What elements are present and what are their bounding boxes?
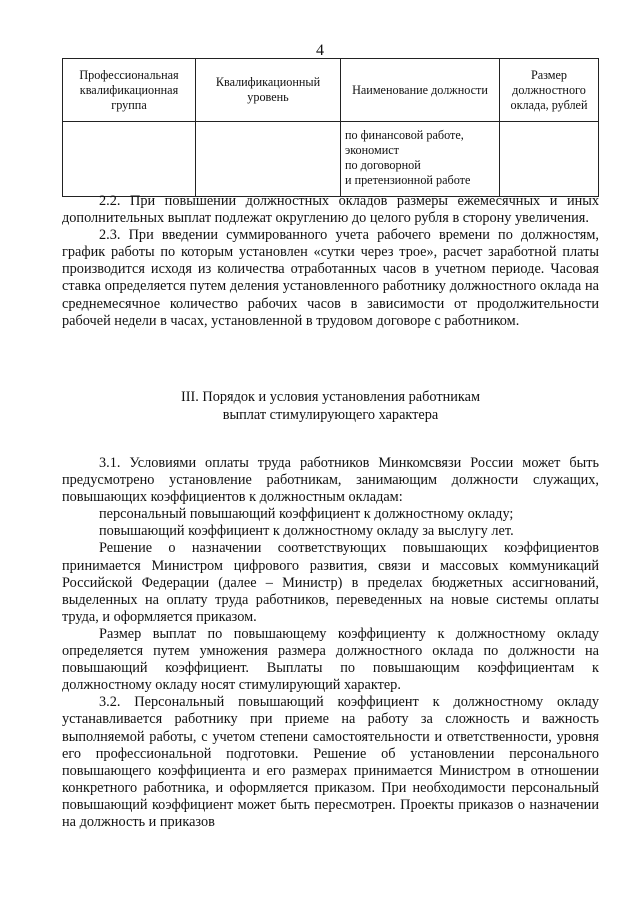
cell-position [341,122,500,197]
paragraph-3-1: 3.1. Условиями оплаты труда работников Минкомсвязи России может быть предусмотрено установление работникам, занимающим должности служащих, повышающих коэффициентов к должностным окладам: [62,455,599,506]
position-line: экономист [345,143,399,157]
position-line: и претензионной работе [345,173,471,187]
header-salary-size: Размер должностного оклада, рублей [500,59,599,122]
paragraph-2-3: 2.3. При введении суммированного учета рабочего времени по должностям, график работы по которым установлен «сутки через трое», расчет заработной платы производится исходя из количества отработанных часов в учетном периоде. Часовая ставка определяется путем деления установленного работнику должностного оклада на среднемесячное количество рабочих часов в зависимости от продолжительности рабочей недели в часах, установленной в трудовом договоре с работником. [62,227,599,329]
section-heading [62,388,599,424]
header-position-name: Наименование должности [341,59,500,122]
list-item-seniority-coefficient: повышающий коэффициент к должностному окладу за выслугу лет. [99,523,514,540]
cell-level [196,122,341,197]
header-qualification-group: Профессиональная квалификационная группа [63,59,196,122]
section-heading-line-2: выплат стимулирующего характера [222,407,439,423]
text-block-section-2 [62,193,599,330]
list-item-personal-coefficient: персональный повышающий коэффициент к должностному окладу; [99,506,514,523]
paragraph-decision: Решение о назначении соответствующих повышающих коэффициентов принимается Министром цифрового развития, связи и массовых коммуникаций Российской Федерации (далее – Министр) в пределах бюджетных ассигнований, выделенных на оплату труда работников, переведенных на новые системы оплаты труда, и оформляется приказом. [62,540,599,625]
table-header-row [63,59,599,122]
table-row [63,122,599,197]
cell-salary [500,122,599,197]
cell-group [63,122,196,197]
salary-table [62,58,599,197]
page-number: 4 [316,42,324,59]
text-block-section-3 [62,455,599,831]
position-line: по договорной [345,158,421,172]
paragraph-payment-size: Размер выплат по повышающему коэффициенту к должностному окладу определяется путем умножения размера должностного оклада по должности на повышающий коэффициент. Выплаты по повышающим коэффициентам к должностному окладу носят стимулирующий характер. [62,625,599,694]
header-qualification-level: Квалификационный уровень [196,59,341,122]
section-heading-line-1: III. Порядок и условия установления работникам [180,389,481,405]
position-line: по финансовой работе, [345,128,464,142]
paragraph-3-2: 3.2. Персональный повышающий коэффициент к должностному окладу устанавливается работнику при приеме на работу за сложность и важность выполняемой работы, с учетом степени самостоятельности и ответственности, уровня его профессиональной подготовки. Решение об установлении персонального повышающего коэффициента и его размерах принимается Министром в отношении конкретного работника, и оформляется приказом. При необходимости персональный повышающий коэффициент может быть пересмотрен. Проекты приказов о назначении на должность и приказов [62,694,599,830]
paragraph-2-2: 2.2. При повышении должностных окладов размеры ежемесячных и иных дополнительных выплат подлежат округлению до целого рубля в сторону увеличения. [62,193,599,227]
